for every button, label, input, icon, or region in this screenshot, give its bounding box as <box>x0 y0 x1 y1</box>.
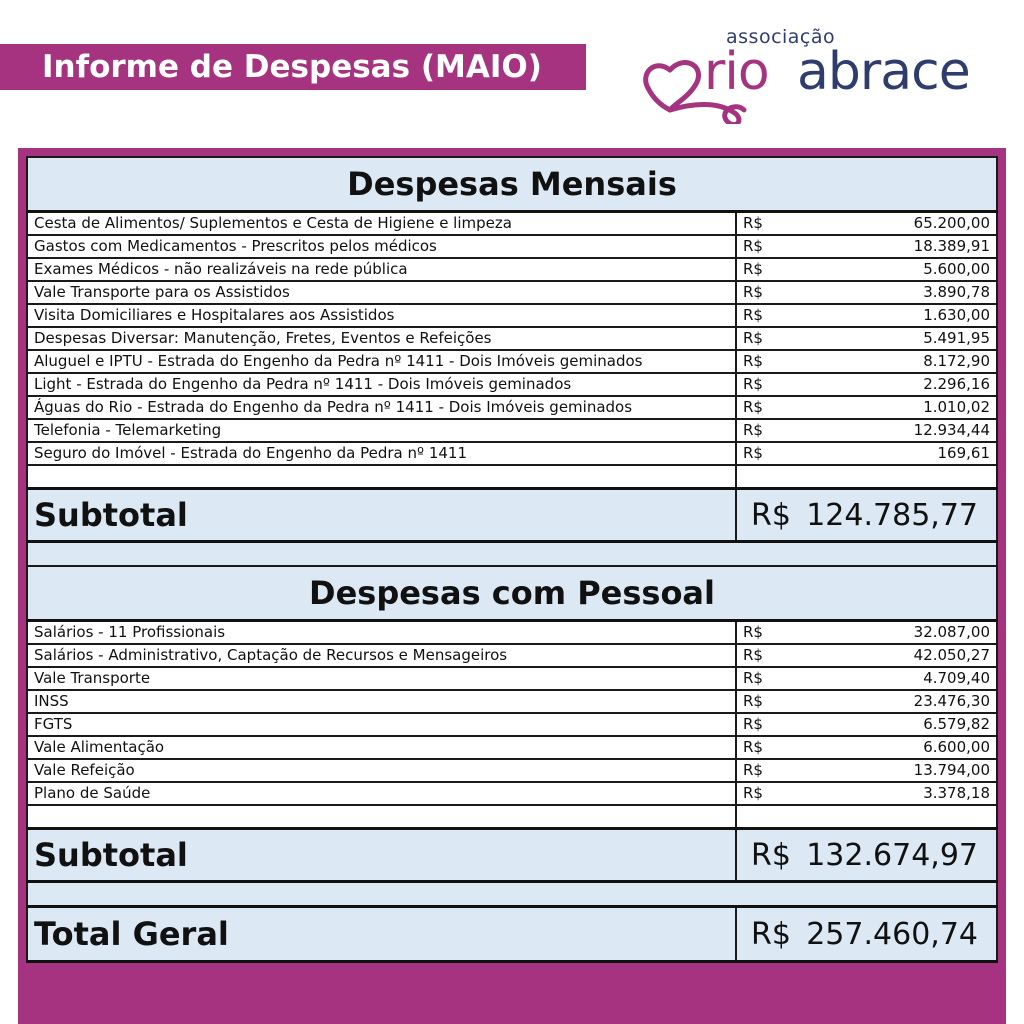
expense-row <box>27 621 997 645</box>
expense-amount: 42.050,27 <box>798 644 997 667</box>
logo-abrace-text: abrace <box>797 42 970 102</box>
total-value: 257.460,74 <box>798 907 997 962</box>
expense-row <box>27 235 997 258</box>
expense-description: Seguro do Imóvel - Estrada do Engenho da Pedra nº 1411 <box>27 442 736 465</box>
currency-label: R$ <box>736 281 798 304</box>
blank-row <box>27 805 997 829</box>
expense-description: INSS <box>27 690 736 713</box>
expense-row <box>27 759 997 782</box>
subtotal-row-mensais <box>27 489 997 542</box>
expense-amount: 5.600,00 <box>798 258 997 281</box>
currency-label: R$ <box>736 644 798 667</box>
subtotal-label: Subtotal <box>27 829 736 882</box>
section-mensais-header <box>27 157 997 212</box>
section-pessoal-header <box>27 566 997 621</box>
expense-row <box>27 212 997 236</box>
expense-amount: 23.476,30 <box>798 690 997 713</box>
subtotal-label: Subtotal <box>27 489 736 542</box>
total-row <box>27 907 997 962</box>
expense-description: Vale Alimentação <box>27 736 736 759</box>
currency-label: R$ <box>736 258 798 281</box>
blank-row <box>27 465 997 489</box>
subtotal-value: 132.674,97 <box>798 829 997 882</box>
expense-amount: 3.378,18 <box>798 782 997 805</box>
currency-label: R$ <box>736 442 798 465</box>
expense-description: Despesas Diversar: Manutenção, Fretes, Eventos e Refeições <box>27 327 736 350</box>
expense-amount: 4.709,40 <box>798 667 997 690</box>
logo-assoc-text: associação <box>726 26 836 48</box>
expense-amount: 18.389,91 <box>798 235 997 258</box>
currency-label: R$ <box>736 304 798 327</box>
expense-amount: 3.890,78 <box>798 281 997 304</box>
expense-amount: 6.579,82 <box>798 713 997 736</box>
expense-row <box>27 304 997 327</box>
expense-row <box>27 644 997 667</box>
expense-table <box>26 156 998 963</box>
expense-row <box>27 690 997 713</box>
expense-description: Aluguel e IPTU - Estrada do Engenho da Pedra nº 1411 - Dois Imóveis geminados <box>27 350 736 373</box>
currency-label: R$ <box>736 667 798 690</box>
expense-row <box>27 396 997 419</box>
currency-label: R$ <box>736 396 798 419</box>
page-title: Informe de Despesas (MAIO) <box>0 44 586 90</box>
expense-description: Salários - Administrativo, Captação de Recursos e Mensageiros <box>27 644 736 667</box>
expense-sheet <box>18 148 1006 1024</box>
expense-amount: 1.010,02 <box>798 396 997 419</box>
currency-label: R$ <box>736 713 798 736</box>
expense-description: Gastos com Medicamentos - Prescritos pelos médicos <box>27 235 736 258</box>
currency-label: R$ <box>736 736 798 759</box>
expense-row <box>27 442 997 465</box>
expense-description: Visita Domiciliares e Hospitalares aos Assistidos <box>27 304 736 327</box>
expense-row <box>27 667 997 690</box>
rioabrace-logo <box>640 24 1010 122</box>
currency-label: R$ <box>736 489 798 542</box>
expense-description: Vale Transporte <box>27 667 736 690</box>
currency-label: R$ <box>736 782 798 805</box>
expense-row <box>27 258 997 281</box>
expense-row <box>27 736 997 759</box>
expense-row <box>27 782 997 805</box>
expense-row <box>27 281 997 304</box>
expense-description: Telefonia - Telemarketing <box>27 419 736 442</box>
expense-description: Vale Refeição <box>27 759 736 782</box>
currency-label: R$ <box>736 690 798 713</box>
expense-description: Light - Estrada do Engenho da Pedra nº 1411 - Dois Imóveis geminados <box>27 373 736 396</box>
currency-label: R$ <box>736 235 798 258</box>
expense-amount: 1.630,00 <box>798 304 997 327</box>
total-label: Total Geral <box>27 907 736 962</box>
expense-amount: 169,61 <box>798 442 997 465</box>
expense-amount: 6.600,00 <box>798 736 997 759</box>
expense-amount: 12.934,44 <box>798 419 997 442</box>
currency-label: R$ <box>736 907 798 962</box>
currency-label: R$ <box>736 327 798 350</box>
expense-row <box>27 373 997 396</box>
expense-row <box>27 419 997 442</box>
subtotal-row-pessoal <box>27 829 997 882</box>
expense-description: Vale Transporte para os Assistidos <box>27 281 736 304</box>
gap-row <box>27 882 997 907</box>
expense-row <box>27 350 997 373</box>
currency-label: R$ <box>736 621 798 645</box>
expense-amount: 5.491,95 <box>798 327 997 350</box>
expense-description: Salários - 11 Profissionais <box>27 621 736 645</box>
expense-description: FGTS <box>27 713 736 736</box>
expense-description: Plano de Saúde <box>27 782 736 805</box>
logo-rio-text: rio <box>704 42 769 102</box>
expense-amount: 65.200,00 <box>798 212 997 236</box>
currency-label: R$ <box>736 419 798 442</box>
expense-row <box>27 327 997 350</box>
expense-description: Águas do Rio - Estrada do Engenho da Pedra nº 1411 - Dois Imóveis geminados <box>27 396 736 419</box>
gap-row <box>27 542 997 567</box>
expense-amount: 32.087,00 <box>798 621 997 645</box>
expense-row <box>27 713 997 736</box>
currency-label: R$ <box>736 829 798 882</box>
section-title: Despesas com Pessoal <box>27 566 997 621</box>
expense-amount: 8.172,90 <box>798 350 997 373</box>
expense-amount: 2.296,16 <box>798 373 997 396</box>
currency-label: R$ <box>736 373 798 396</box>
currency-label: R$ <box>736 759 798 782</box>
expense-description: Cesta de Alimentos/ Suplementos e Cesta de Higiene e limpeza <box>27 212 736 236</box>
expense-amount: 13.794,00 <box>798 759 997 782</box>
subtotal-value: 124.785,77 <box>798 489 997 542</box>
currency-label: R$ <box>736 212 798 236</box>
currency-label: R$ <box>736 350 798 373</box>
expense-description: Exames Médicos - não realizáveis na rede pública <box>27 258 736 281</box>
section-title: Despesas Mensais <box>27 157 997 212</box>
